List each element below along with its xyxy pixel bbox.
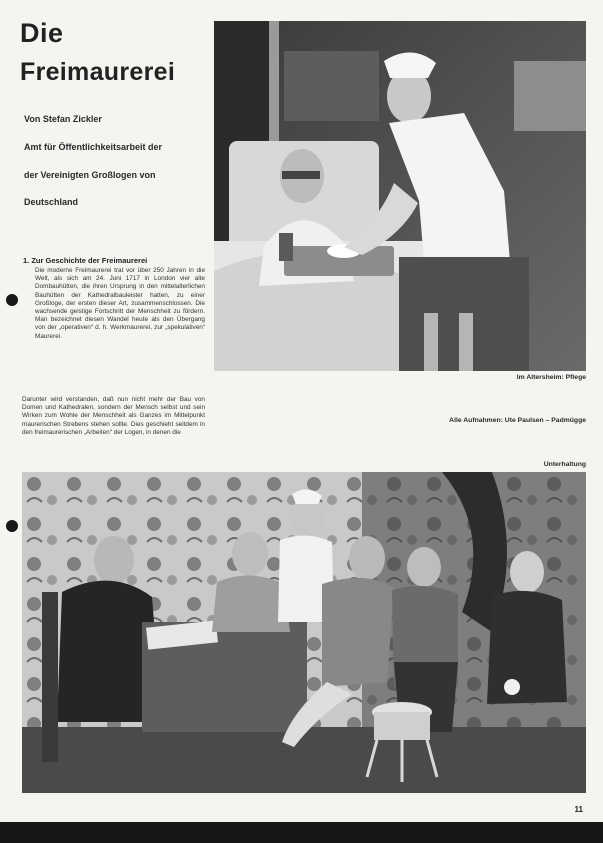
byline-country: Deutschland xyxy=(24,197,79,207)
article-paragraph-2: Darunter wird verstanden, daß nun nicht mehr der Bau von Domen und Kathedralen, sondern der Mensch selbst und sein Wirken zum Wohle der Menschheit als Ganzes im Mittelpunkt maurerischen Strebens stehen sollte. Dies geschieht seitdem in den freimaurerischen „Arbeiten“ der Logen, in denen die xyxy=(22,396,205,436)
byline-author: Von Stefan Zickler xyxy=(24,114,102,124)
nursing-home-conversation-photo xyxy=(22,472,586,793)
page-number: 11 xyxy=(574,805,583,814)
article-title-line-1: Die xyxy=(20,18,64,48)
photo-credit: Alle Aufnahmen: Ute Paulsen – Padmügge xyxy=(449,417,586,424)
section-heading: 1. Zur Geschichte der Freimaurerei xyxy=(23,256,148,265)
article-title-line-2: Freimaurerei xyxy=(20,58,176,86)
scan-edge xyxy=(0,822,603,843)
photo-caption-care: Im Altersheim: Pflege xyxy=(516,374,586,381)
binder-hole xyxy=(6,520,18,532)
photo-caption-conversation: Unterhaltung xyxy=(543,461,586,468)
article-paragraph-1: Die moderne Freimaurerei trat vor über 250 Jahren in die Welt, als sich am 24. Juni 1717 in London vier alte Dombauhütten, die ihren Ursprung in den mittelalterlichen Bauhütten der Kathedralbauleister hatten, zu einer Großloge, der ersten dieser Art, zusammenschlossen. Die wachsende geistige Fortschritt der Menschheit zu fördern. Man bezeichnet diesen Wandel heute als den Übergang von der „operativen“ d. h. Werkmaurerei, zur „spekulativen“ Maurerei. xyxy=(35,267,205,340)
byline-organization: der Vereinigten Großlogen von xyxy=(24,170,156,180)
byline-office: Amt für Öffentlichkeitsarbeit der xyxy=(24,142,163,152)
binder-hole xyxy=(6,294,18,306)
nursing-home-care-photo xyxy=(214,21,586,371)
